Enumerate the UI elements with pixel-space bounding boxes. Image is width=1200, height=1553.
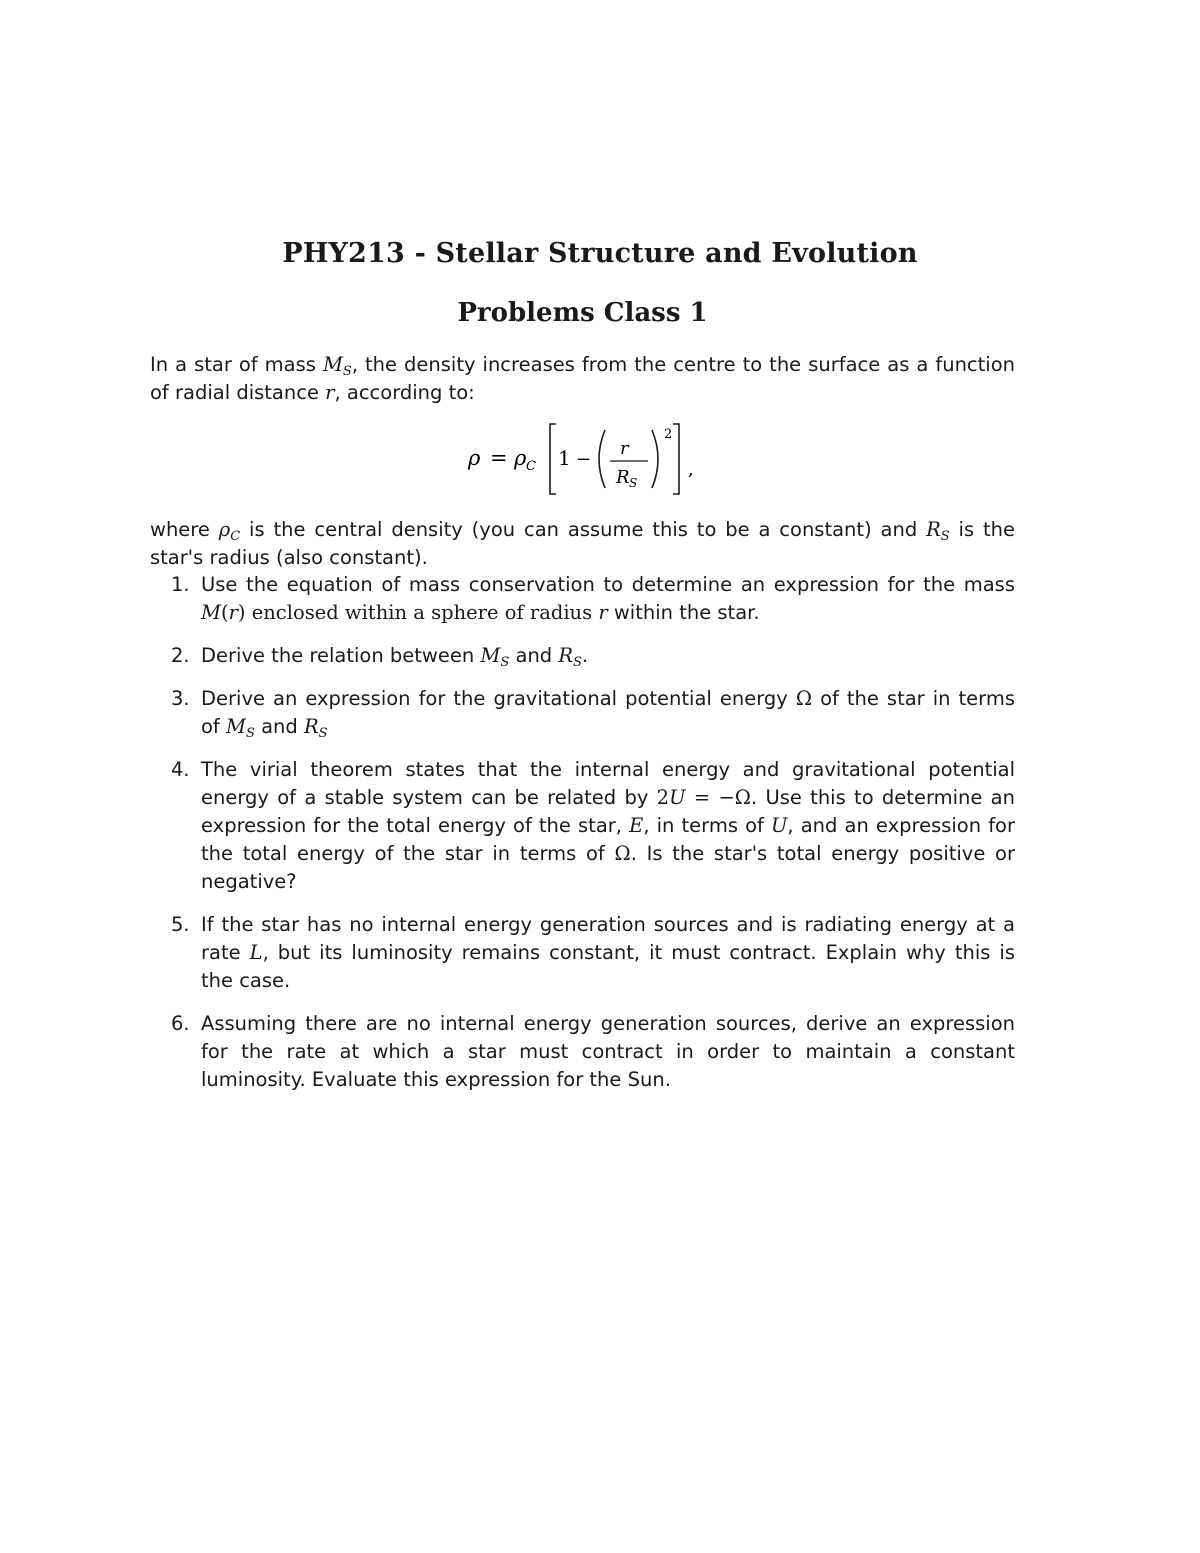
- symbol-rho-c: $\rho_C$: [218, 518, 241, 544]
- eq-exponent: 2: [664, 427, 673, 442]
- problem-item-5: 5. If the star has no internal energy generation sources and is radiating energy at a rate L, but its luminosity remains constant, it must contract. Explain why this is the case.: [171, 913, 1015, 992]
- eq-trailing-comma: ,: [688, 459, 694, 480]
- problem-list: [150, 571, 1015, 1109]
- symbol-rs: $R_S$: [926, 518, 950, 544]
- problem-number: 2.: [171, 644, 190, 667]
- intro-paragraph: [150, 351, 1015, 407]
- where-text-1: where: [150, 518, 219, 541]
- eq-equals: =: [490, 446, 508, 470]
- problem-item-3: 3. Derive an expression for the gravitational potential energy Ω of the star in terms of $M_S$ and $R_S$: [171, 687, 1016, 741]
- where-text-3: is the star's radius (also constant).: [150, 518, 1015, 569]
- eq-frac-den-sub: S: [629, 476, 638, 490]
- eq-rho-c-sub: C: [526, 459, 536, 474]
- eq-frac-num: r: [620, 438, 629, 459]
- eq-right-paren: [652, 430, 658, 488]
- problem-number: 4.: [171, 758, 190, 781]
- density-equation: [460, 420, 720, 500]
- problem-item-6: 6. Assuming there are no internal energy generation sources, derive an expression for the rate at which a star must contract in order to maintain a constant luminosity. Evaluate this expression for the Sun.: [171, 1012, 1015, 1091]
- eq-minus: −: [576, 449, 592, 470]
- eq-rho: ρ: [468, 446, 481, 470]
- document-title: PHY213 - Stellar Structure and Evolution: [282, 238, 918, 269]
- problem-item-4: 4. The virial theorem states that the internal energy and gravitational potential energy of a stable system can be related by 2U = −Ω. Use this to determine an expression for the total energy of the star, E, in terms of U, and an expression for the total energy of the star in terms of Ω. Is the star's total energy positive or negative?: [171, 758, 1016, 893]
- eq-frac-den: R: [616, 467, 630, 488]
- eq-left-bracket: [550, 424, 556, 494]
- where-text-2: is the central density (you can assume this to be a constant) and: [240, 518, 927, 541]
- problem-item-1: 1. Use the equation of mass conservation to determine an expression for the mass M(r) enclosed within a sphere of radius r within the star.: [171, 573, 1015, 624]
- intro-text-2: , the density increases from the centre to the surface as a function of radial distance: [150, 353, 1015, 404]
- eq-rho-c: ρ: [514, 446, 527, 470]
- problem-number: 3.: [171, 687, 190, 710]
- eq-one: 1: [558, 446, 571, 470]
- problem-number: 6.: [171, 1012, 190, 1035]
- symbol-ms: $M_S$: [322, 353, 352, 379]
- where-paragraph: [150, 516, 1015, 572]
- document-subtitle: Problems Class 1: [457, 298, 708, 328]
- problem-number: 1.: [171, 573, 190, 596]
- intro-text-3: , according to:: [334, 381, 475, 404]
- intro-text-1: In a star of mass: [150, 353, 323, 376]
- problem-number: 5.: [171, 913, 190, 936]
- eq-left-paren: [599, 430, 605, 488]
- eq-right-bracket: [673, 424, 679, 494]
- symbol-r: r: [325, 381, 335, 404]
- problem-item-2: 2. Derive the relation between $M_S$ and $R_S$.: [171, 644, 589, 670]
